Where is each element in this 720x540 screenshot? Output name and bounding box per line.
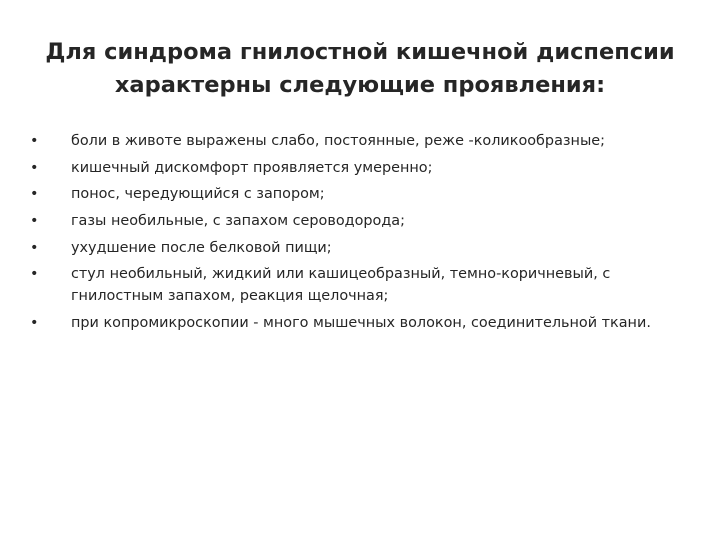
- list-item-text: кишечный дискомфорт проявляется умеренно;: [71, 159, 433, 176]
- bullet-icon: •: [30, 239, 39, 256]
- list-item: [30, 312, 690, 334]
- list-item: [30, 237, 690, 259]
- list-item: [30, 210, 690, 232]
- list-item-text: боли в животе выражены слабо, постоянные, реже -коликообразные;: [71, 133, 606, 149]
- list-item-text: понос, чередующийся с запором;: [71, 186, 325, 203]
- bullet-icon: •: [30, 186, 39, 203]
- bullet-icon: •: [30, 315, 39, 332]
- list-item-text: при копромикроскопии - много мышечных волокон, соединительной ткани.: [71, 315, 651, 332]
- list-item-text: стул необильный, жидкий или кашицеобразный, темно-коричневый, с гнилостным запахом, реакция щелочная;: [71, 266, 611, 305]
- slide-title-line-2: характерны следующие проявления:: [114, 72, 606, 98]
- list-item-text: газы необильные, с запахом сероводорода;: [71, 213, 405, 230]
- slide-title-line-1: Для синдрома гнилостной кишечной диспепсии: [45, 39, 675, 65]
- list-item: [30, 183, 690, 205]
- bullet-icon: •: [30, 133, 39, 149]
- list-item: [30, 130, 690, 152]
- bullet-icon: •: [30, 159, 39, 176]
- bullet-icon: •: [30, 266, 39, 283]
- slide-title: [40, 36, 680, 102]
- symptom-list: [30, 130, 690, 339]
- list-item: [30, 157, 690, 179]
- list-item-text: ухудшение после белковой пищи;: [71, 239, 332, 256]
- list-item: [30, 263, 690, 307]
- bullet-icon: •: [30, 213, 39, 230]
